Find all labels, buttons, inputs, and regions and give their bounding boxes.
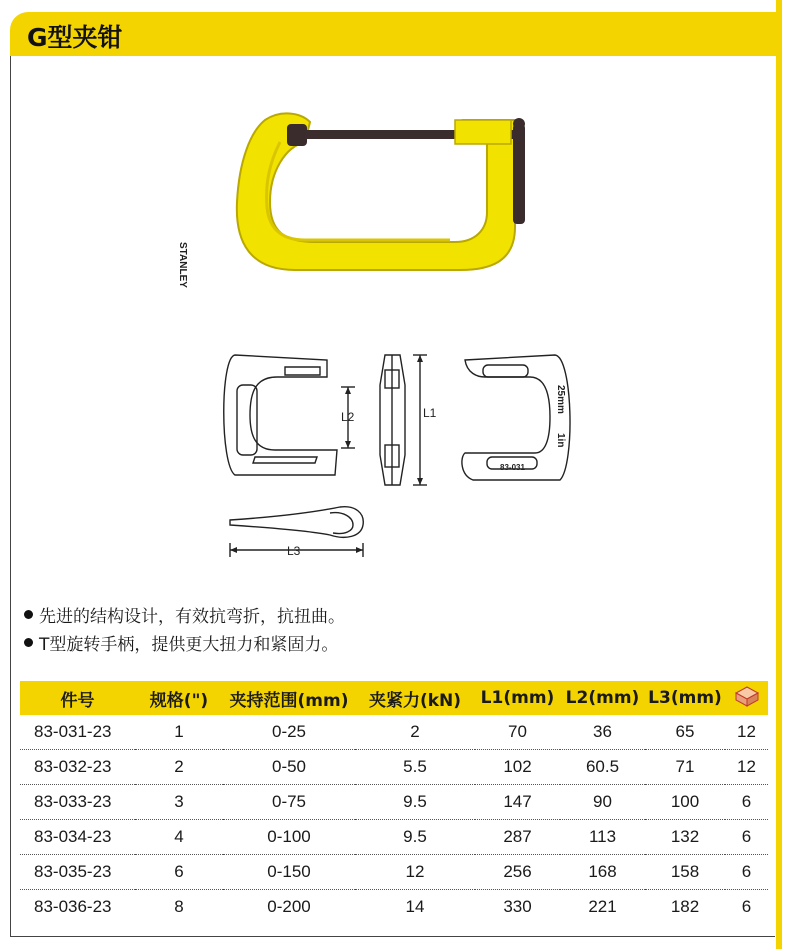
cell-l3: 71 (645, 750, 725, 785)
feature-item (20, 628, 345, 656)
column-header-l1: L1(mm) (475, 681, 560, 715)
cell-range: 0-25 (223, 715, 355, 750)
cell-l1: 287 (475, 820, 560, 855)
cell-range: 0-100 (223, 820, 355, 855)
cell-force: 14 (405, 897, 425, 916)
g-clamp-photo (225, 102, 565, 272)
page-edge-stripe (776, 0, 782, 949)
label-l2: L2 (341, 410, 355, 424)
size-text-mm: 25mm (555, 385, 566, 414)
column-header-part-no: 件号 (20, 681, 135, 715)
column-header-l2: L2(mm) (560, 681, 645, 715)
cell-l3: 100 (645, 785, 725, 820)
cell-range: 0-150 (223, 855, 355, 890)
cell-box-qty: 6 (725, 820, 768, 855)
column-header-size: 规格(") (135, 681, 223, 715)
cell-l3: 182 (670, 897, 700, 916)
box-icon (734, 685, 760, 707)
table-row (20, 890, 768, 925)
brand-text: STANLEY (177, 242, 188, 288)
cell-part-no: 83-036-23 (34, 897, 112, 916)
cell-part-no: 83-034-23 (20, 820, 135, 855)
cell-l2: 36 (560, 715, 645, 750)
cell-force: 12 (355, 855, 475, 890)
cell-l1: 256 (475, 855, 560, 890)
feature-item (20, 600, 345, 628)
label-l1: L1 (423, 406, 437, 420)
cell-box-qty: 6 (741, 897, 752, 916)
cell-l1: 70 (475, 715, 560, 750)
part-text: 83-031 (500, 463, 525, 472)
title-bar (10, 12, 776, 56)
cell-l2: 168 (560, 855, 645, 890)
cell-force: 9.5 (355, 820, 475, 855)
cell-part-no: 83-032-23 (20, 750, 135, 785)
bullet-icon (24, 610, 33, 619)
cell-part-no: 83-035-23 (20, 855, 135, 890)
column-header-force: 夹紧力(kN) (355, 681, 475, 715)
cell-size: 8 (174, 897, 184, 916)
cell-l3: 132 (645, 820, 725, 855)
table-header-row (20, 681, 768, 715)
cell-size: 6 (135, 855, 223, 890)
cell-range: 0-50 (223, 750, 355, 785)
cell-range: 0-75 (223, 785, 355, 820)
column-header-range: 夹持范围(mm) (223, 681, 355, 715)
cell-box-qty: 6 (725, 785, 768, 820)
label-l3: L3 (287, 544, 301, 558)
feature-text: T型旋转手柄，提供更大扭力和紧固力。 (39, 634, 339, 655)
column-header-box (725, 681, 768, 715)
column-header-l3: L3(mm) (645, 681, 725, 715)
cell-size: 3 (135, 785, 223, 820)
cell-force: 9.5 (355, 785, 475, 820)
bullet-icon (24, 638, 33, 647)
dimension-drawings (177, 242, 585, 570)
cell-l2: 221 (588, 897, 617, 916)
cell-box-qty: 12 (725, 715, 768, 750)
cell-size: 1 (135, 715, 223, 750)
cell-l3: 65 (645, 715, 725, 750)
cell-l2: 60.5 (560, 750, 645, 785)
cell-l1: 330 (503, 897, 532, 916)
cell-box-qty: 12 (725, 750, 768, 785)
feature-list (20, 600, 345, 656)
cell-range: 0-200 (267, 897, 311, 916)
cell-part-no: 83-031-23 (20, 715, 135, 750)
cell-l2: 90 (560, 785, 645, 820)
cell-l3: 158 (645, 855, 725, 890)
spec-table (20, 681, 768, 924)
table-row (20, 750, 768, 785)
table-row (20, 785, 768, 820)
cell-box-qty: 6 (725, 855, 768, 890)
cell-part-no: 83-033-23 (20, 785, 135, 820)
page-title: G型夹钳 (27, 23, 123, 52)
cell-force: 5.5 (355, 750, 475, 785)
cell-size: 2 (135, 750, 223, 785)
feature-text: 先进的结构设计，有效抗弯折，抗扭曲。 (39, 606, 345, 627)
size-text-in: 1in (555, 433, 566, 448)
table-row (20, 820, 768, 855)
cell-l2: 113 (560, 820, 645, 855)
cell-size: 4 (135, 820, 223, 855)
cell-l1: 147 (475, 785, 560, 820)
cell-l1: 102 (475, 750, 560, 785)
table-row (20, 715, 768, 750)
table-row (20, 855, 768, 890)
cell-force: 2 (355, 715, 475, 750)
